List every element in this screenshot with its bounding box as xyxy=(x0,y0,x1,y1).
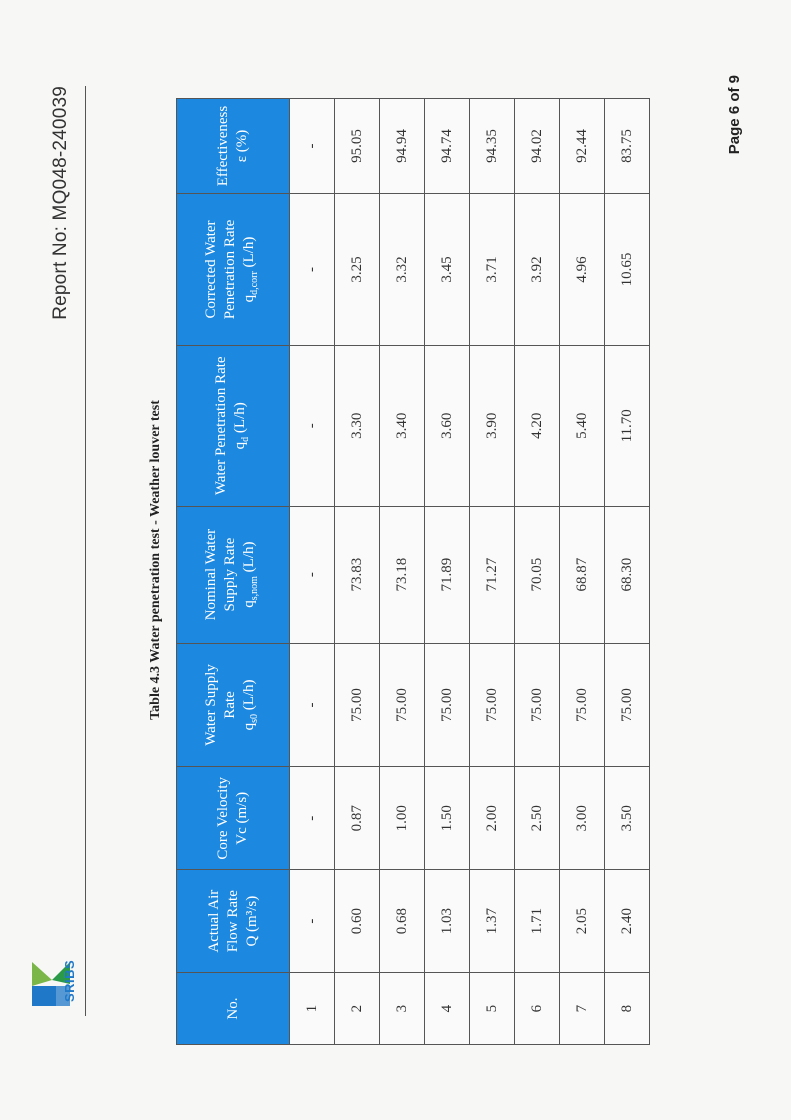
table-cell: 4.20 xyxy=(515,345,560,506)
table-cell: 11.70 xyxy=(605,345,650,506)
table-cell: 8 xyxy=(605,973,650,1045)
column-header xyxy=(177,345,290,506)
table-row xyxy=(425,99,470,1045)
column-header-line3: q xyxy=(241,294,257,303)
table-cell: 10.65 xyxy=(605,194,650,346)
column-header-line1: Corrected Water xyxy=(203,220,219,319)
column-header-line3: q xyxy=(241,600,257,608)
table-row xyxy=(560,99,605,1045)
table-cell: 0.68 xyxy=(380,870,425,973)
table-cell: 94.94 xyxy=(380,99,425,194)
table-body xyxy=(290,99,650,1045)
table-cell: 75.00 xyxy=(335,643,380,767)
sribs-logo-icon xyxy=(22,950,92,1020)
table-cell: 3.92 xyxy=(515,194,560,346)
column-header xyxy=(177,643,290,767)
table-cell: - xyxy=(290,506,335,643)
table-cell: 68.30 xyxy=(605,506,650,643)
column-header-line2: Flow Rate xyxy=(224,890,241,953)
table-cell: 0.60 xyxy=(335,870,380,973)
table-cell: 70.05 xyxy=(515,506,560,643)
table-cell: - xyxy=(290,99,335,194)
table-cell: 3.60 xyxy=(425,345,470,506)
table-cell: - xyxy=(290,345,335,506)
table-cell: 0.87 xyxy=(335,767,380,870)
column-header-line2: Rate xyxy=(222,691,238,719)
table-cell: 92.44 xyxy=(560,99,605,194)
table-cell: 75.00 xyxy=(425,643,470,767)
table-cell: 71.89 xyxy=(425,506,470,643)
column-header-line1: Actual Air xyxy=(205,889,222,953)
report-number: Report No: MQ048-240039 xyxy=(50,86,71,320)
table-cell: 3.45 xyxy=(425,194,470,346)
column-header-sub: d xyxy=(239,436,251,442)
column-header-sub: d,corr xyxy=(249,271,260,295)
column-header xyxy=(177,194,290,346)
column-header-line1: Nominal Water xyxy=(203,528,219,621)
column-header-sub: s0 xyxy=(249,714,260,723)
column-header-line3: Q (m³/s) xyxy=(243,895,260,947)
column-header-line2: ε (%) xyxy=(234,129,250,163)
table-cell: 75.00 xyxy=(605,643,650,767)
table-cell: 3.25 xyxy=(335,194,380,346)
table-cell: 3.90 xyxy=(470,345,515,506)
page-number: Page 6 of 9 xyxy=(726,75,743,155)
table-cell: 83.75 xyxy=(605,99,650,194)
table-cell: 1.00 xyxy=(380,767,425,870)
table-cell: 75.00 xyxy=(515,643,560,767)
table-row xyxy=(605,99,650,1045)
table-row xyxy=(335,99,380,1045)
results-table xyxy=(176,98,650,1045)
table-title: Table 4.3 Water penetration test - Weather louver test xyxy=(148,400,163,720)
column-header-line2: Vc (m/s) xyxy=(234,791,250,845)
table-cell: 73.18 xyxy=(380,506,425,643)
column-header-line1: Core Velocity xyxy=(215,776,231,860)
column-header xyxy=(177,506,290,643)
table-cell: 1.71 xyxy=(515,870,560,973)
table-cell: 3.50 xyxy=(605,767,650,870)
table-row xyxy=(290,99,335,1045)
table-cell: 75.00 xyxy=(560,643,605,767)
table-cell: 1.03 xyxy=(425,870,470,973)
column-header-line2: q xyxy=(231,441,248,450)
column-header-line1: No. xyxy=(224,997,241,1020)
table-cell: 75.00 xyxy=(470,643,515,767)
table-cell: 94.35 xyxy=(470,99,515,194)
column-header-tail: (L/h) xyxy=(241,679,257,715)
table-cell: 94.74 xyxy=(425,99,470,194)
table-cell: 7 xyxy=(560,973,605,1045)
table-cell: 1.37 xyxy=(470,870,515,973)
table-cell: 3.30 xyxy=(335,345,380,506)
table-cell: 2.00 xyxy=(470,767,515,870)
table-cell: 3.32 xyxy=(380,194,425,346)
table-cell: 71.27 xyxy=(470,506,515,643)
table-cell: 4 xyxy=(425,973,470,1045)
logo-text: SRIBS xyxy=(62,959,77,1002)
table-row xyxy=(470,99,515,1045)
table-cell: - xyxy=(290,194,335,346)
table-cell: 1.50 xyxy=(425,767,470,870)
table-row xyxy=(515,99,560,1045)
table-cell: - xyxy=(290,643,335,767)
table-cell: 3.40 xyxy=(380,345,425,506)
column-header-line1: Water Supply xyxy=(203,664,219,746)
table-cell: 2.40 xyxy=(605,870,650,973)
table-cell: 3 xyxy=(380,973,425,1045)
table-cell: 95.05 xyxy=(335,99,380,194)
table-cell: 75.00 xyxy=(380,643,425,767)
table-cell: 6 xyxy=(515,973,560,1045)
table-cell: 2 xyxy=(335,973,380,1045)
column-header-sub: s,nom xyxy=(249,576,260,601)
table-row xyxy=(380,99,425,1045)
table-cell: 5 xyxy=(470,973,515,1045)
table-cell: 3.71 xyxy=(470,194,515,346)
column-header-line2: Supply Rate xyxy=(222,537,238,612)
table-cell: 3.00 xyxy=(560,767,605,870)
column-header xyxy=(177,973,290,1045)
table-cell: 94.02 xyxy=(515,99,560,194)
table-header-row xyxy=(177,99,290,1045)
table-cell: 2.50 xyxy=(515,767,560,870)
table-cell: 4.96 xyxy=(560,194,605,346)
table-cell: 2.05 xyxy=(560,870,605,973)
table-cell: - xyxy=(290,767,335,870)
column-header-tail: (L/h) xyxy=(241,541,257,577)
column-header-line3: q xyxy=(241,722,257,731)
header-divider xyxy=(85,86,86,1016)
table-cell: 73.83 xyxy=(335,506,380,643)
column-header-tail: (L/h) xyxy=(231,402,248,437)
column-header xyxy=(177,767,290,870)
table-cell: 1 xyxy=(290,973,335,1045)
column-header xyxy=(177,99,290,194)
table-cell: 5.40 xyxy=(560,345,605,506)
column-header-line1: Effectiveness xyxy=(215,105,231,187)
table-cell: - xyxy=(290,870,335,973)
column-header-line1: Water Penetration Rate xyxy=(212,356,229,496)
column-header-line2: Penetration Rate xyxy=(222,219,238,320)
column-header-tail: (L/h) xyxy=(241,236,257,272)
column-header xyxy=(177,870,290,973)
table-cell: 68.87 xyxy=(560,506,605,643)
